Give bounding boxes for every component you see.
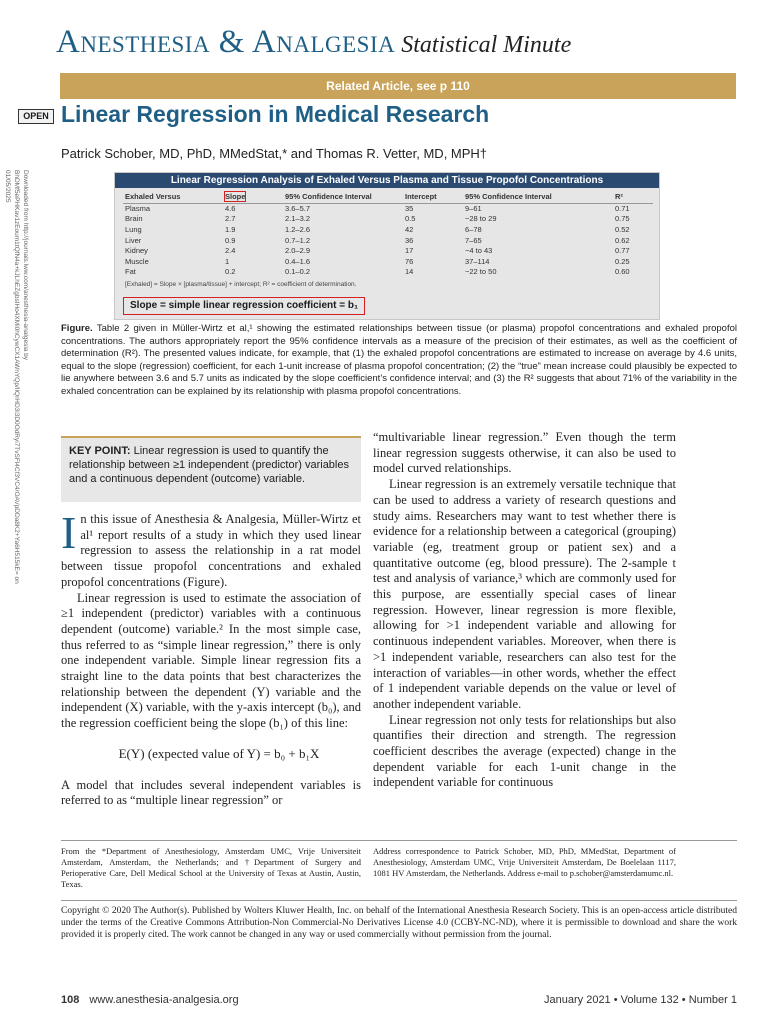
table-cell: 0.1–0.2	[285, 267, 311, 277]
figure-caption	[61, 323, 737, 399]
table-cell: Muscle	[125, 256, 149, 266]
table-cell: 6–78	[465, 224, 482, 234]
table-cell: 0.52	[615, 224, 630, 234]
affiliation-footnote: From the *Department of Anesthesiology, Amsterdam UMC, Vrije Universiteit Amsterdam, Amsterdam, the Netherlands; and †Department of Surgery and Perioperative Care, Dell Medical School at the University of Texas at Austin, Austin, Texas.	[61, 846, 361, 889]
table-body	[123, 203, 653, 277]
table-cell: 0.71	[615, 204, 630, 214]
body-column-left	[61, 507, 361, 809]
col-header-slope	[223, 191, 283, 203]
paragraph: A model that includes several independent variables is referred to as “multiple linear regression” or	[61, 777, 361, 808]
table-cell: 0.4–1.6	[285, 256, 311, 266]
author-list: Patrick Schober, MD, PhD, MMedStat,* and Thomas R. Vetter, MD, MPH†	[61, 146, 488, 161]
col-header: 95% Confidence Interval	[463, 191, 613, 203]
table-row	[123, 224, 653, 235]
table-cell: 2.4	[225, 246, 236, 256]
col-header: Intercept	[403, 191, 463, 203]
table-cell: 1	[225, 256, 230, 266]
regression-equation: E(Y) (expected value of Y) = b₀ + b₁X	[118, 745, 320, 761]
table-cell: 0.5	[405, 214, 416, 224]
table-header-row	[123, 191, 653, 203]
body-column-right	[373, 430, 676, 791]
table-cell: Liver	[125, 235, 142, 245]
slope-definition-box: Slope = simple linear regression coefficient = b₁	[123, 297, 365, 315]
drop-cap: I	[61, 507, 77, 558]
table-cell: 0.2	[225, 267, 236, 277]
table-cell: 0.25	[615, 256, 630, 266]
col-header: R²	[613, 191, 653, 203]
article-title: Linear Regression in Medical Research	[61, 101, 490, 127]
table-cell: 0.9	[225, 235, 236, 245]
paragraph	[61, 507, 361, 591]
key-point-box	[61, 436, 361, 502]
paragraph: Linear regression is used to estimate the association of ≥1 independent (predictor) variables with a continuous dependent (outcome) variable.² In the most simple case, thus referred to as “simple linear regression,” there is only one independent variable. Simple linear regression fits a straight line to the data points that best characterizes the relationship between the dependent (Y) variable and the independent (X) variable, with the y-axis intercept (b₀), and the regression coefficient being the slope (b₁) of this line:	[61, 590, 361, 731]
table-row	[123, 256, 653, 267]
divider	[61, 900, 737, 901]
table-cell: 0.62	[615, 235, 630, 245]
table-cell: 76	[405, 256, 414, 266]
table-cell: 42	[405, 224, 414, 234]
figure-note: [Exhaled] = Slope × [plasma/tissue] + intercept; R² = coefficient of determination.	[125, 281, 357, 288]
paragraph-text: n this issue of Anesthesia & Analgesia, Müller-Wirtz et al¹ report results of a study in which they used linear regression to assess the relationship in a rat model between tissue propofol concentrations and exhaled propofol concentrations (Figure).	[61, 512, 361, 589]
page-number: 108	[61, 994, 80, 1006]
issue-info: January 2021 • Volume 132 • Number 1	[544, 994, 737, 1006]
regression-table	[123, 191, 653, 277]
table-cell: 17	[405, 246, 414, 256]
figure-title: Linear Regression Analysis of Exhaled Versus Plasma and Tissue Propofol Concentrations	[115, 173, 659, 188]
table-row	[123, 203, 653, 214]
table-cell: Kidney	[125, 246, 148, 256]
table-cell: 35	[405, 204, 414, 214]
journal-url[interactable]: www.anesthesia-analgesia.org	[89, 994, 239, 1006]
table-cell: 1.9	[225, 224, 236, 234]
download-note-text: Downloaded from http://journals.lww.com/anesthesia-analgesia by BhDMf5ePHKav1zEoum1tQfN4a+kJLhEZgbsIHo4XMi0hCywCX1AWnYQp/IlQrHD3i3D0OdRyi7TvSFl4Cf3VC4/OAVpDDa8K2+Ya6H515kE= on 01/05/2025	[4, 170, 29, 584]
open-access-badge: OPEN	[18, 109, 54, 124]
table-row	[123, 267, 653, 278]
key-point-text: Linear regression is used to quantify the relationship between ≥1 independent (predictor) variables and a continuous dependent (outcome) variable.	[69, 445, 349, 485]
table-cell: 2.0–2.9	[285, 246, 311, 256]
download-note	[3, 170, 43, 610]
paragraph: Linear regression is an extremely versatile technique that can be used to address a variety of research questions and study aims. Researchers may want to test whether there is evidence for a relationship between a categorical (grouping) variable (eg, treatment group or patient sex) and a quantitative outcome (eg, blood pressure). The 2-sample t test and analysis of variance,³ which are commonly used for this purpose, are essentially special cases of linear regression. However, linear regression is more flexible, allowing for >1 independent variable and allowing for continuous independent variables. Moreover, when there is >1 independent variable, researchers can also test for the interaction of variables—in other words, whether the effect of 1 independent variable depends on the value or level of another independent variable.	[373, 477, 676, 711]
related-article-link[interactable]: Related Article, see p 110	[60, 73, 736, 99]
table-cell: 0.77	[615, 246, 630, 256]
table-cell: 0.7–1.2	[285, 235, 311, 245]
col-header: 95% Confidence Interval	[283, 191, 403, 203]
table-cell: −22 to 50	[465, 267, 497, 277]
table-cell: Plasma	[125, 204, 151, 214]
divider	[61, 840, 737, 841]
table-cell: 0.60	[615, 267, 630, 277]
table-cell: 4.6	[225, 204, 236, 214]
table-cell: Fat	[125, 267, 136, 277]
table-cell: 7–65	[465, 235, 482, 245]
paragraph: “multivariable linear regression.” Even though the term linear regression suggests otherwise, it can also be used to model curved relationships.	[373, 430, 676, 476]
table-cell: 0.75	[615, 214, 630, 224]
caption-label: Figure.	[61, 323, 93, 334]
table-cell: −4 to 43	[465, 246, 493, 256]
correspondence-footnote: Address correspondence to Patrick Schober, MD, PhD, MMedStat, Department of Anesthesiology, Amsterdam UMC, Vrije Universiteit Amsterdam, De Boelelaan 1117, 1081 HV Amsterdam, the Netherlands. Address e-mail to p.schober@amsterdamumc.nl.	[373, 846, 676, 878]
col-header: Exhaled Versus	[123, 191, 223, 203]
section-name: Statistical Minute	[401, 32, 572, 58]
table-cell: −28 to 29	[465, 214, 497, 224]
journal-name: Anesthesia & Analgesia	[56, 24, 396, 60]
table-row	[123, 245, 653, 256]
table-cell: 36	[405, 235, 414, 245]
copyright-notice: Copyright © 2020 The Author(s). Published by Wolters Kluwer Health, Inc. on behalf of the International Anesthesia Research Society. This is an open-access article distributed under the terms of the Creative Commons Attribution-Non Commercial-No Derivatives License 4.0 (CCBY-NC-ND), where it is permissible to download and share the work provided it is properly cited. The work cannot be changed in any way or used commercially without permission from the journal.	[61, 906, 737, 940]
paragraph: Linear regression not only tests for relationships but also quantifies their direction and strength. The regression coefficient describes the average (expected) change in the dependent variable for each 1-unit change in the independent variable for continuous	[373, 712, 676, 790]
caption-text: Table 2 given in Müller-Wirtz et al,¹ showing the estimated relationships between tissue (or plasma) propofol concentrations and exhaled propofol concentrations. The authors appropriately report the 95% confidence intervals as a measure of the precision of their estimates, as well as the coefficient of determination (R²). The presented values indicate, for example, that (1) the exhaled propofol concentrations are estimated to increase on average by 4.6 units, equal to the slope (regression) coefficient, for each 1-unit increase of plasma propofol concentration; (2) the “true” mean increase could plausibly be expected to lie anywhere between 3.6 and 5.7 units as indicated by the slope coefficient’s confidence interval; and (3) the R² suggests that about 71% of the variability in the exhaled concentration can be explained by its relationship with plasma propofol concentrations.	[61, 323, 737, 397]
slope-highlight: Slope	[225, 192, 246, 202]
table-cell: 1.2–2.6	[285, 224, 311, 234]
table-cell: 2.1–3.2	[285, 214, 311, 224]
figure-table	[114, 172, 660, 320]
table-row	[123, 235, 653, 246]
table-cell: Brain	[125, 214, 143, 224]
table-cell: 9–61	[465, 204, 482, 214]
table-cell: 14	[405, 267, 414, 277]
page-footer	[61, 994, 737, 1012]
table-cell: 37–114	[465, 256, 490, 266]
masthead	[56, 24, 736, 68]
table-row	[123, 214, 653, 225]
key-point-label: KEY POINT:	[69, 445, 131, 457]
table-cell: Lung	[125, 224, 142, 234]
table-cell: 2.7	[225, 214, 236, 224]
table-cell: 3.6–5.7	[285, 204, 311, 214]
